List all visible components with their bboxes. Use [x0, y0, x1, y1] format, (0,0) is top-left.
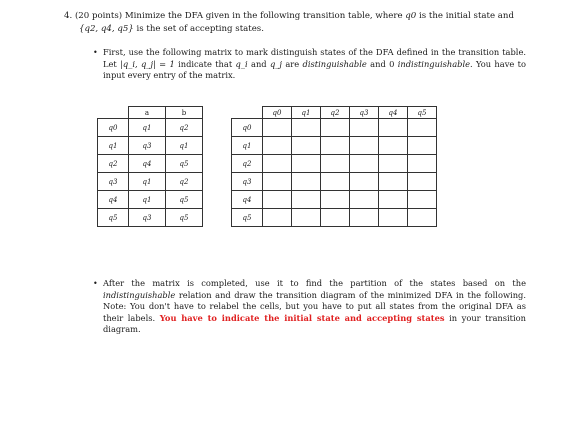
matrix-entry-cell[interactable] — [350, 173, 379, 191]
bullet1-indistinguishable: indistinguishable. — [397, 58, 473, 69]
transition-cell: q2 — [166, 173, 203, 191]
matrix-row — [232, 209, 437, 227]
bullet2-part2: relation and draw the transition diagram of the minimized DFA in the following. Note: You don't have to relabel the cells, but you have to put all states from the original DFA as their labels. — [103, 289, 527, 323]
bullet1-and0: and 0 — [370, 58, 395, 69]
matrix-entry-cell[interactable] — [321, 137, 350, 155]
transition-table-corner — [98, 107, 129, 119]
matrix-entry-cell[interactable] — [379, 191, 408, 209]
matrix-row — [232, 173, 437, 191]
matrix-entry-cell[interactable] — [350, 119, 379, 137]
bullet2-part1: After the matrix is completed, use it to find the partition of the states based on the — [103, 278, 526, 288]
bullet2-red-emphasis: You have to indicate the initial state and accepting states — [159, 312, 445, 323]
matrix-entry-cell[interactable] — [408, 209, 437, 227]
transition-cell: q2 — [166, 119, 203, 137]
matrix-entry-cell[interactable] — [408, 173, 437, 191]
matrix-entry-cell[interactable] — [292, 155, 321, 173]
initial-state-text: q0 — [405, 11, 417, 21]
accepting-set: {q2, q4, q5} — [79, 23, 134, 34]
matrix-col-header: q1 — [292, 107, 321, 119]
matrix-row — [232, 155, 437, 173]
bullet1-expr: |q_i, q_j| = 1 — [120, 58, 175, 69]
matrix-entry-cell[interactable] — [292, 137, 321, 155]
matrix-row-header: q5 — [232, 209, 263, 227]
transition-cell: q1 — [129, 191, 166, 209]
transition-table — [97, 106, 203, 227]
transition-cell: q1 — [129, 119, 166, 137]
distinguishability-matrix — [231, 106, 437, 227]
matrix-entry-cell[interactable] — [350, 191, 379, 209]
matrix-col-header: q2 — [321, 107, 350, 119]
question-line1-tail: is the initial state and — [419, 11, 514, 21]
transition-col-a: a — [129, 107, 166, 119]
state-label: q0 — [98, 119, 129, 137]
table-row — [98, 137, 203, 155]
matrix-col-header: q0 — [263, 107, 292, 119]
transition-cell: q4 — [129, 155, 166, 173]
state-label: q3 — [98, 173, 129, 191]
matrix-row — [232, 191, 437, 209]
matrix-row-header: q3 — [232, 173, 263, 191]
bullet1-part1: First, use the following matrix to mark distinguish states of the DFA defined in the transition table. Let — [103, 47, 526, 69]
matrix-entry-cell[interactable] — [321, 119, 350, 137]
matrix-col-header: q4 — [379, 107, 408, 119]
matrix-col-header: q5 — [408, 107, 437, 119]
matrix-entry-cell[interactable] — [408, 155, 437, 173]
matrix-corner — [232, 107, 263, 119]
matrix-entry-cell[interactable] — [263, 191, 292, 209]
transition-cell: q1 — [129, 173, 166, 191]
matrix-entry-cell[interactable] — [263, 137, 292, 155]
matrix-row-header: q4 — [232, 191, 263, 209]
bullet2-part3: in your transition diagram. — [103, 312, 527, 335]
transition-cell: q5 — [166, 209, 203, 227]
table-row — [98, 209, 203, 227]
matrix-entry-cell[interactable] — [379, 209, 408, 227]
matrix-row-header: q1 — [232, 137, 263, 155]
question-header — [64, 10, 534, 35]
matrix-entry-cell[interactable] — [379, 173, 408, 191]
transition-cell: q5 — [166, 191, 203, 209]
matrix-entry-cell[interactable] — [379, 155, 408, 173]
question-points: (20 points) — [74, 11, 123, 21]
question-line2 — [64, 23, 534, 36]
instruction-bullet-2 — [93, 278, 527, 336]
matrix-entry-cell[interactable] — [379, 137, 408, 155]
bullet2-indistinguishable: indistinguishable — [103, 289, 176, 300]
state-label: q5 — [98, 209, 129, 227]
matrix-entry-cell[interactable] — [263, 155, 292, 173]
instruction-bullet-1 — [93, 47, 526, 82]
transition-cell: q5 — [166, 155, 203, 173]
matrix-entry-cell[interactable] — [292, 173, 321, 191]
bullet1-distinguishable: distinguishable — [302, 58, 367, 69]
transition-cell: q3 — [129, 209, 166, 227]
bullet1-part3: You have to input every entry of the matrix. — [103, 58, 526, 81]
matrix-entry-cell[interactable] — [263, 209, 292, 227]
matrix-entry-cell[interactable] — [321, 209, 350, 227]
matrix-entry-cell[interactable] — [321, 155, 350, 173]
matrix-entry-cell[interactable] — [321, 173, 350, 191]
initial-state-symbol — [405, 11, 416, 21]
matrix-entry-cell[interactable] — [408, 119, 437, 137]
matrix-row — [232, 137, 437, 155]
matrix-entry-cell[interactable] — [408, 137, 437, 155]
matrix-entry-cell[interactable] — [263, 119, 292, 137]
question-number: 4. — [64, 11, 73, 21]
matrix-col-header: q3 — [350, 107, 379, 119]
transition-cell: q1 — [166, 137, 203, 155]
matrix-entry-cell[interactable] — [350, 209, 379, 227]
table-row — [98, 155, 203, 173]
question-line2-tail: is the set of accepting states. — [136, 23, 264, 34]
bullet1-part2: indicate that — [178, 58, 233, 69]
matrix-entry-cell[interactable] — [350, 155, 379, 173]
matrix-entry-cell[interactable] — [321, 191, 350, 209]
state-label: q2 — [98, 155, 129, 173]
matrix-entry-cell[interactable] — [408, 191, 437, 209]
bullet1-qj: q_j — [269, 58, 282, 69]
matrix-row-header: q2 — [232, 155, 263, 173]
matrix-row-header: q0 — [232, 119, 263, 137]
matrix-entry-cell[interactable] — [263, 173, 292, 191]
bullet-dot-icon: • — [93, 279, 98, 288]
bullet-dot-icon: • — [93, 48, 98, 57]
table-row — [98, 119, 203, 137]
matrix-row — [232, 119, 437, 137]
table-row — [98, 191, 203, 209]
state-label: q1 — [98, 137, 129, 155]
matrix-entry-cell[interactable] — [292, 191, 321, 209]
matrix-entry-cell[interactable] — [292, 209, 321, 227]
matrix-entry-cell[interactable] — [379, 119, 408, 137]
bullet1-and: and — [251, 58, 267, 69]
question-line1: Minimize the DFA given in the following transition table, where — [124, 11, 403, 21]
bullet1-are: are — [285, 58, 300, 69]
transition-col-b: b — [166, 107, 203, 119]
table-row — [98, 173, 203, 191]
matrix-entry-cell[interactable] — [292, 119, 321, 137]
state-label: q4 — [98, 191, 129, 209]
bullet1-qi: q_i — [235, 58, 248, 69]
matrix-entry-cell[interactable] — [350, 137, 379, 155]
transition-cell: q3 — [129, 137, 166, 155]
